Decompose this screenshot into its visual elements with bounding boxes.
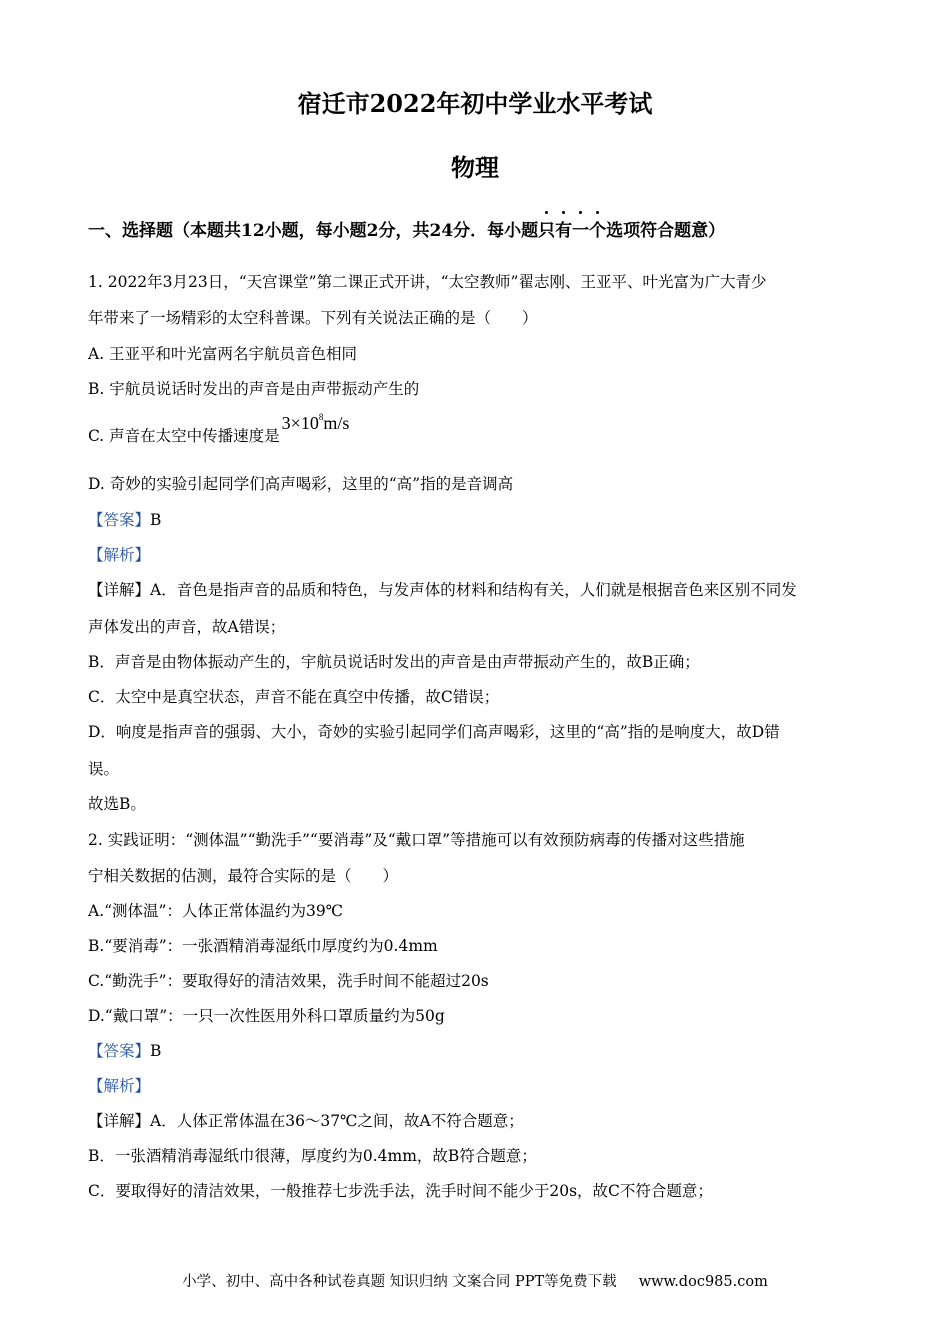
q2-detail-a	[88, 1109, 524, 1131]
q2-stem-line1: 2. 实践证明：“测体温”“勤洗手”“要消毒”及“戴口罩”等措施可以有效预防病毒的传播对这些措施	[88, 831, 745, 849]
q1-option-b: B. 宇航员说话时发出的声音是由声带振动产生的	[88, 380, 420, 398]
q1-detail-d: D．响度是指声音的强弱、大小，奇妙的实验引起同学们高声喝彩，这里的“高”指的是响度大，故D错	[88, 723, 780, 741]
q2-detail-c: C．要取得好的清洁效果，一般推荐七步洗手法，洗手时间不能少于20s，故C不符合题意；	[88, 1182, 713, 1200]
subject-title: 物理	[451, 153, 499, 182]
q1-conclusion: 故选B。	[88, 795, 146, 813]
q2-option-b: B.“要消毒”：一张酒精消毒湿纸巾厚度约为0.4mm	[88, 937, 438, 955]
footer-url[interactable]: www.doc985.com	[638, 1274, 768, 1290]
q1-stem-line1: 1. 2022年3月23日，“天宫课堂”第二课正式开讲，“太空教师”翟志刚、王亚平、叶光富为广大青少	[88, 273, 767, 291]
emphasis-char: 只	[538, 216, 555, 241]
q1-detail-a	[88, 578, 797, 600]
section-heading	[88, 216, 725, 241]
answer-value: B	[150, 511, 162, 529]
detail-tag: 【详解】	[88, 1112, 151, 1130]
q1-analysis-tag: 【解析】	[88, 546, 151, 564]
answer-tag: 【答案】	[88, 1042, 151, 1060]
formula-base: 3×10	[281, 413, 319, 433]
q2-detail-b: B．一张酒精消毒湿纸巾很薄，厚度约为0.4mm，故B符合题意；	[88, 1147, 537, 1165]
detail-text: A．人体正常体温在36～37℃之间，故A不符合题意；	[150, 1112, 524, 1130]
q1-option-a: A. 王亚平和叶光富两名宇航员音色相同	[88, 345, 358, 363]
emphasis-char: 有	[555, 216, 572, 241]
detail-tag: 【详解】	[88, 581, 151, 599]
q2-option-a: A.“测体温”：人体正常体温约为39℃	[88, 902, 344, 920]
q1-detail-c: C．太空中是真空状态，声音不能在真空中传播，故C错误；	[88, 688, 500, 706]
q1-detail-b: B．声音是由物体振动产生的，宇航员说话时发出的声音是由声带振动产生的，故B正确；	[88, 653, 700, 671]
q1-detail-d2: 误。	[88, 760, 120, 778]
detail-text: A．音色是指声音的品质和特色，与发声体的材料和结构有关，人们就是根据音色来区别不同发	[150, 581, 797, 599]
page-footer	[0, 1270, 950, 1291]
answer-tag: 【答案】	[88, 511, 151, 529]
q2-option-d: D.“戴口罩”：一只一次性医用外科口罩质量约为50g	[88, 1007, 445, 1025]
section-heading-text: 一、选择题（本题共12小题，每小题2分，共24分．每小题	[88, 221, 539, 241]
q1-option-c-text: C. 声音在太空中传播速度是	[88, 427, 280, 445]
emphasis-char: 个	[589, 216, 606, 241]
emphasis-char: 一	[572, 216, 589, 241]
answer-value: B	[150, 1042, 162, 1060]
q2-stem-line2: 宁相关数据的估测，最符合实际的是（ ）	[88, 867, 399, 885]
q1-stem-line2: 年带来了一场精彩的太空科普课。下列有关说法正确的是（ ）	[88, 309, 538, 327]
formula-exponent: 8	[318, 412, 324, 422]
q1-answer	[88, 508, 161, 530]
footer-text: 小学、初中、高中各种试卷真题 知识归纳 文案合同 PPT等免费下载	[182, 1274, 617, 1290]
q1-option-d: D. 奇妙的实验引起同学们高声喝彩，这里的“高”指的是音调高	[88, 475, 514, 493]
q2-answer	[88, 1039, 161, 1061]
q2-option-c: C.“勤洗手”：要取得好的清洁效果，洗手时间不能超过20s	[88, 972, 489, 990]
q1-detail-a2: 声体发出的声音，故A错误；	[88, 618, 286, 636]
speed-formula	[282, 413, 350, 433]
page-title: 宿迁市2022年初中学业水平考试	[297, 89, 653, 118]
q2-analysis-tag: 【解析】	[88, 1077, 151, 1095]
formula-unit: m/s	[323, 413, 350, 433]
section-heading-text-end: 选项符合题意）	[606, 221, 726, 241]
